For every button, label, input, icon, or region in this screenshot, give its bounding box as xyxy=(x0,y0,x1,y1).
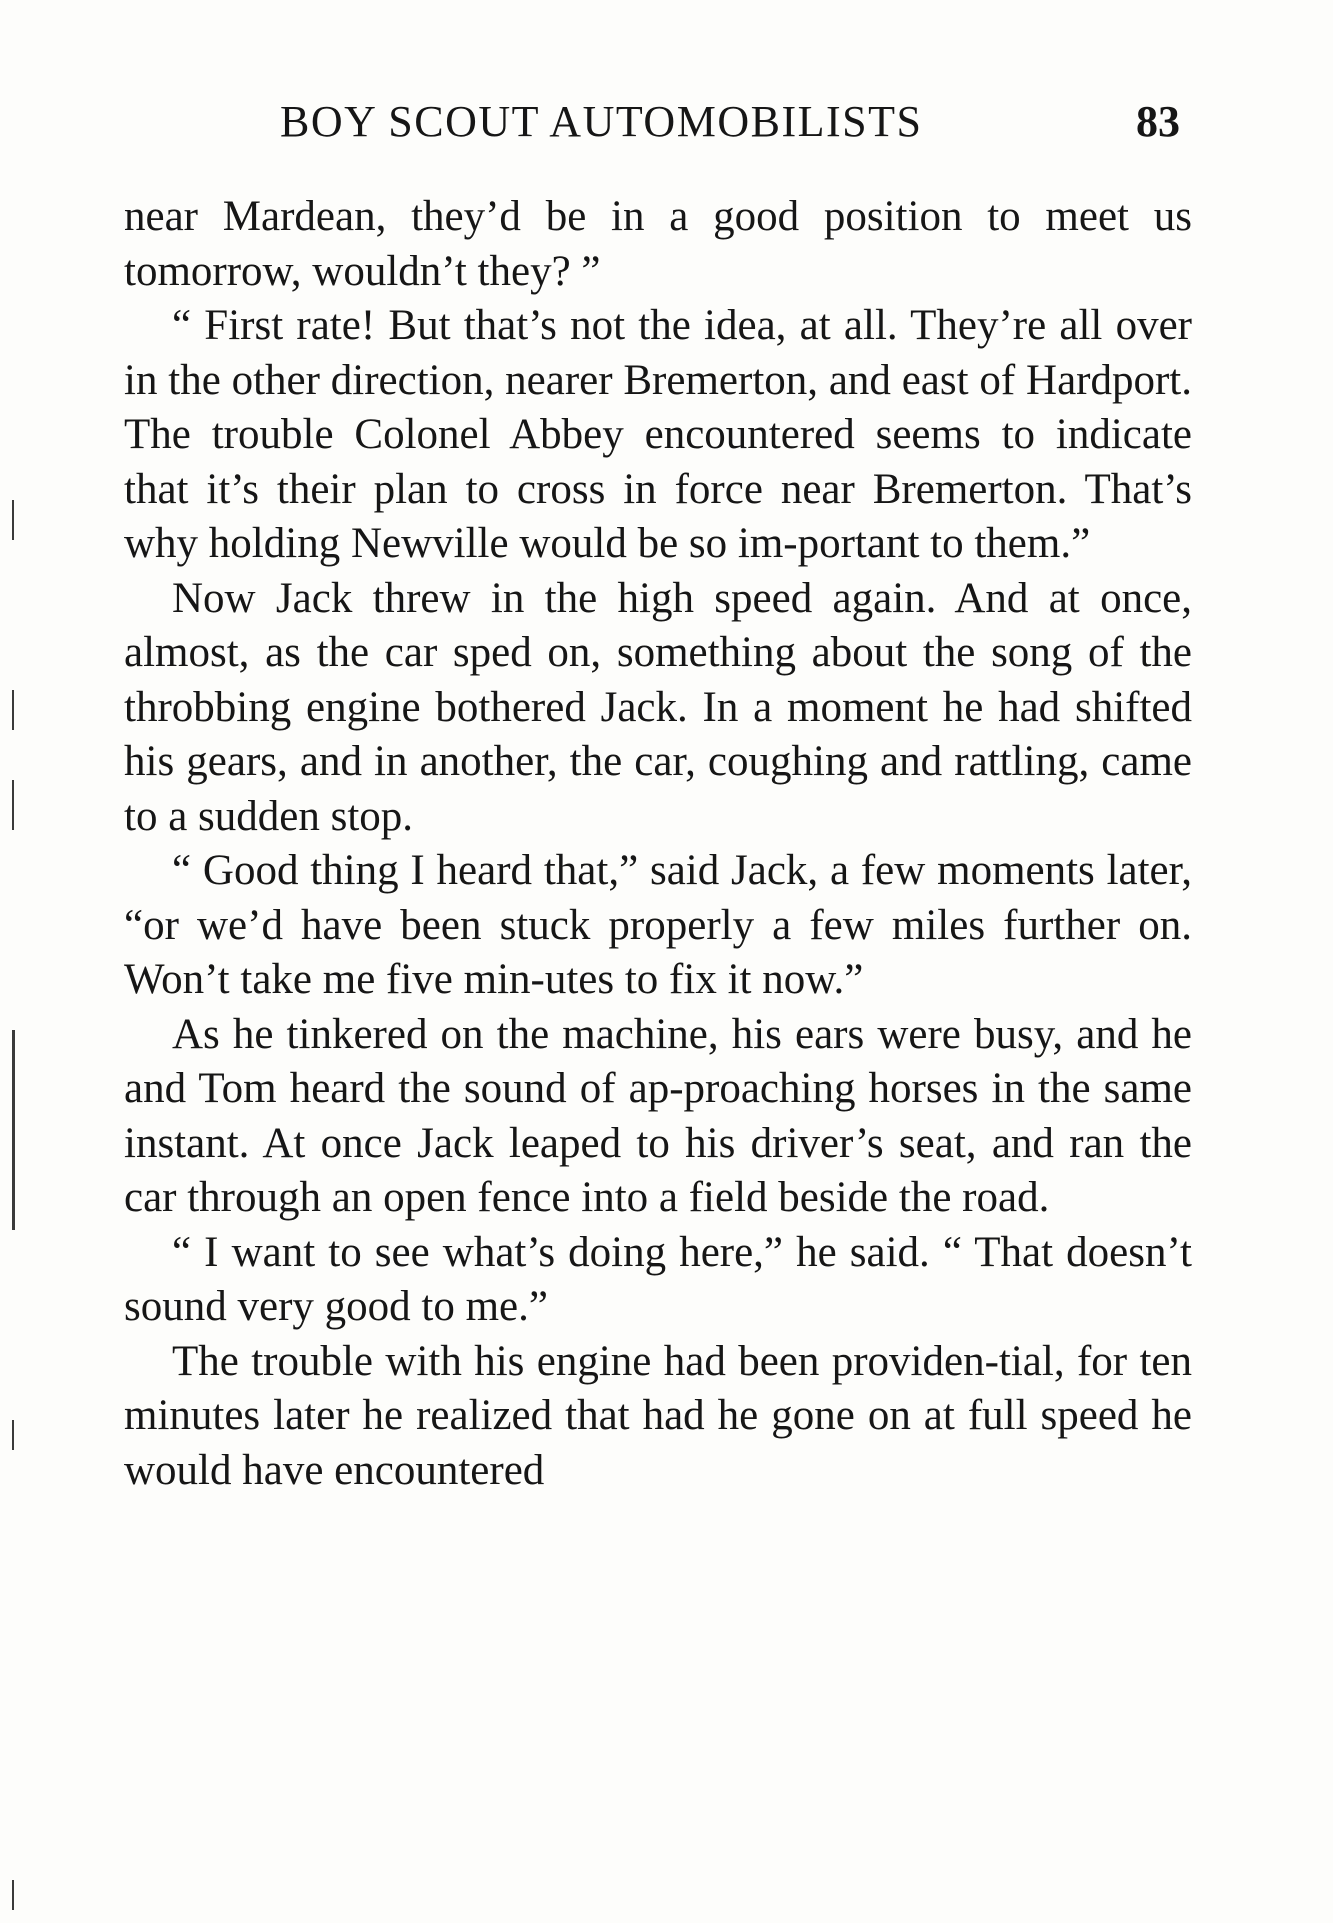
gutter-mark xyxy=(12,780,14,830)
paragraph: “ I want to see what’s doing here,” he said. “ That doesn’t sound very good to me.” xyxy=(124,1228,1192,1330)
paragraph: “ First rate! But that’s not the idea, at all. They’re all over in the other direction, nearer Bremerton, and east of Hardport. The trouble Colonel Abbey encountered seems to indicate that it’s their plan to cross in force near Bremerton. That’s why holding Newville would be so im-portant to them.” xyxy=(124,302,1192,567)
gutter-mark xyxy=(12,1420,14,1450)
paragraph: The trouble with his engine had been providen-tial, for ten minutes later he realized that had he gone on at full speed he would have encountered xyxy=(124,1337,1192,1494)
paragraph: near Mardean, they’d be in a good position to meet us tomorrow, wouldn’t they? ” xyxy=(124,193,1192,295)
running-head xyxy=(130,96,1190,156)
gutter-mark xyxy=(12,500,14,540)
running-title: BOY SCOUT AUTOMOBILISTS xyxy=(280,97,923,146)
body-text xyxy=(124,190,1192,1498)
paragraph: “ Good thing I heard that,” said Jack, a few moments later, “or we’d have been stuck properly a few miles further on. Won’t take me five min-utes to fix it now.” xyxy=(124,847,1192,1003)
paragraph: As he tinkered on the machine, his ears were busy, and he and Tom heard the sound of ap-proaching horses in the same instant. At once Jack leaped to his driver’s seat, and ran the car through an open fence into a field beside the road. xyxy=(124,1010,1192,1221)
paragraph: Now Jack threw in the high speed again. And at once, almost, as the car sped on, something about the song of the throbbing engine bothered Jack. In a moment he had shifted his gears, and in another, the car, coughing and rattling, came to a sudden stop. xyxy=(124,574,1192,840)
gutter-mark xyxy=(12,1030,15,1230)
page-number: 83 xyxy=(1136,97,1180,146)
gutter-marks xyxy=(0,0,40,1923)
gutter-mark xyxy=(12,690,14,730)
gutter-mark xyxy=(12,1880,14,1910)
